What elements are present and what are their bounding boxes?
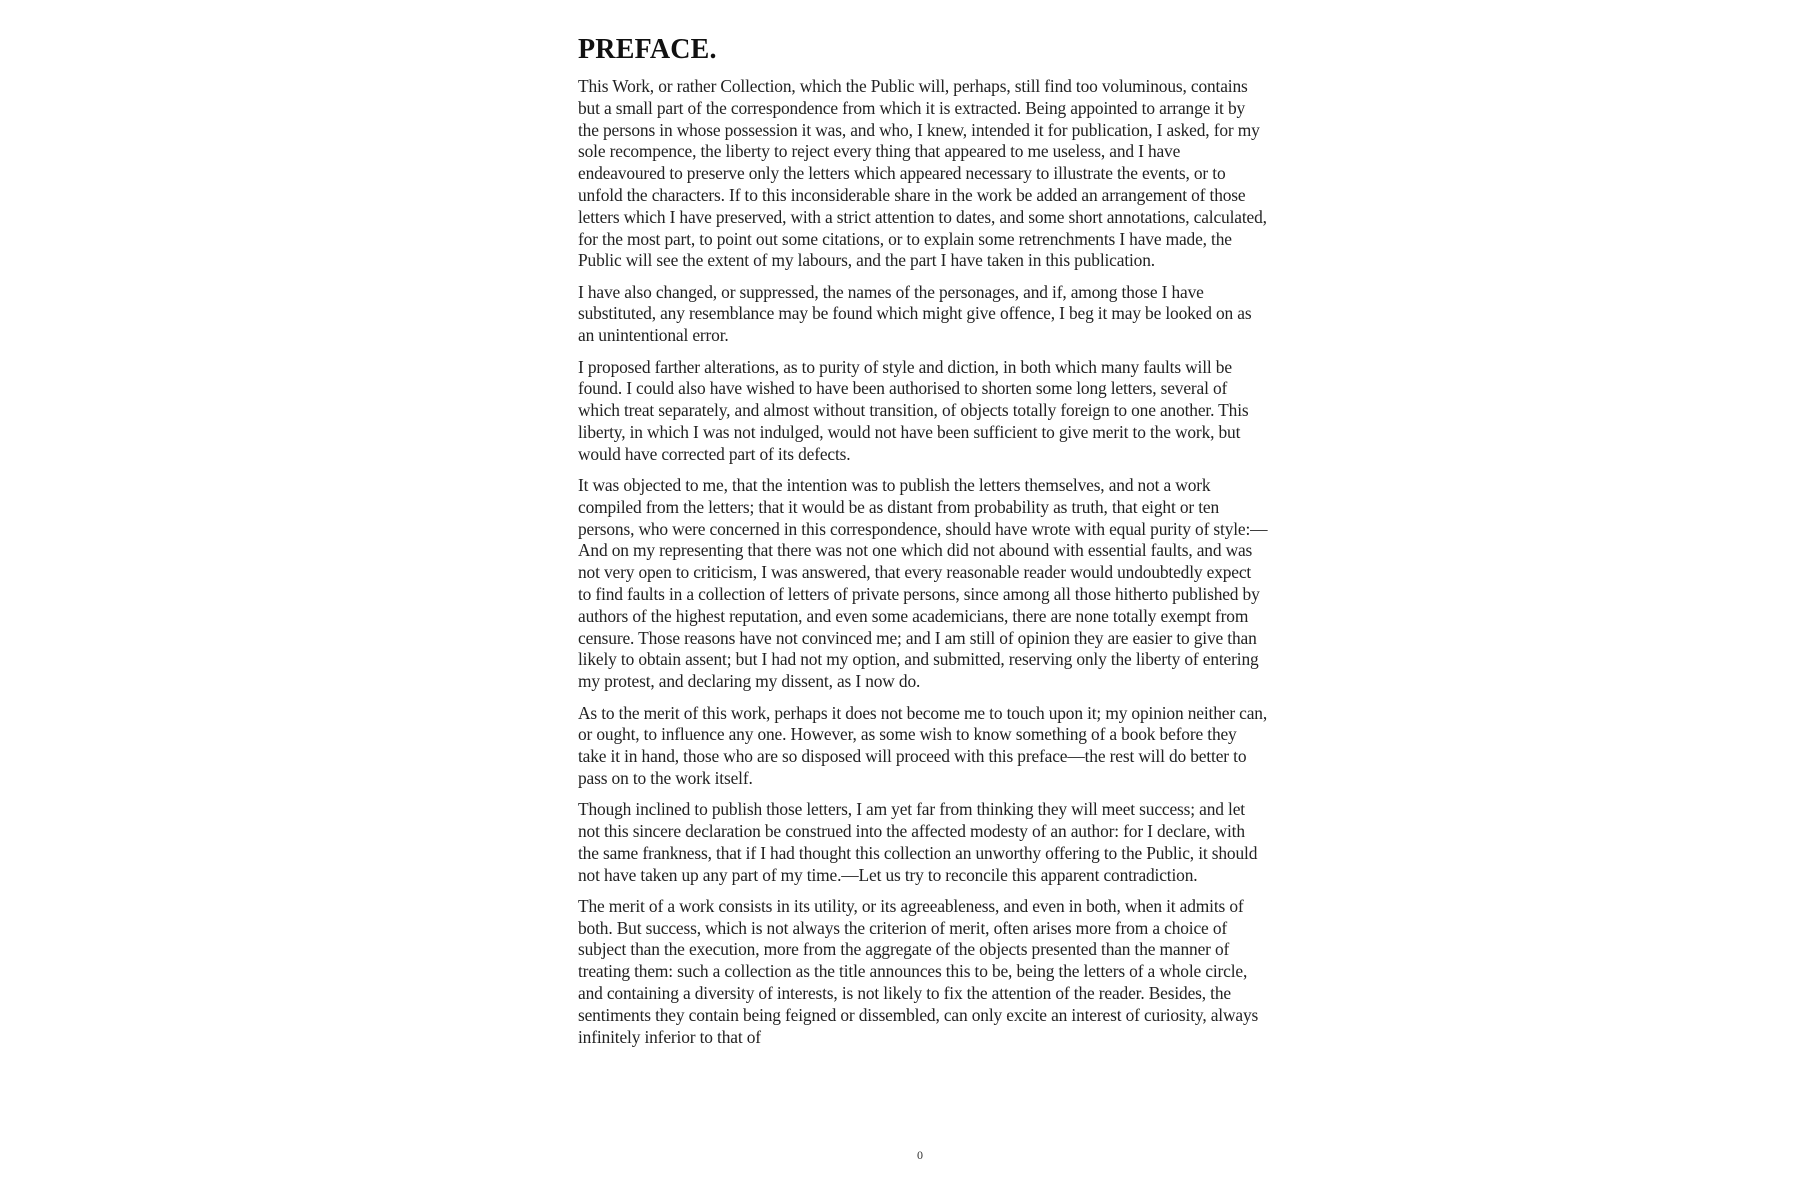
paragraph-4: It was objected to me, that the intention was to publish the letters themselves, and not a work compiled from the letters; that it would be as distant from probability as truth, that eight or ten persons, who were concerned in this correspondence, should have wrote with equal purity of style:—And on my representing that there was not one which did not abound with essential faults, and was not very open to criticism, I was answered, that every reasonable reader would undoubtedly expect to find faults in a collection of letters of private persons, since among all those hitherto published by authors of the highest reputation, and even some academicians, there are none totally exempt from censure. Those reasons have not convinced me; and I am still of opinion they are easier to give than likely to obtain assent; but I had not my option, and submitted, reserving only the liberty of entering my protest, and declaring my dissent, as I now do. bbox=[578, 475, 1268, 692]
page-title: PREFACE. bbox=[578, 34, 717, 65]
paragraph-2: I have also changed, or suppressed, the names of the personages, and if, among those I have substituted, any resemblance may be found which might give offence, I beg it may be looked on as an unintentional error. bbox=[578, 281, 1252, 346]
paragraph-5: As to the merit of this work, perhaps it does not become me to touch upon it; my opinion neither can, or ought, to influence any one. However, as some wish to know something of a book before they take it in hand, those who are so disposed will proceed with this preface—the rest will do better to pass on to the work itself. bbox=[578, 702, 1268, 788]
paragraph-7: The merit of a work consists in its utility, or its agreeableness, and even in both, when it admits of both. But success, which is not always the criterion of merit, often arises more from a choice of subject than the execution, more from the aggregate of the objects presented than the manner of treating them: such a collection as the title announces this to be, being the letters of a whole circle, and containing a diversity of interests, is not likely to fix the attention of the reader. Besides, the sentiments they contain being feigned or dissembled, can only excite an interest of curiosity, always infinitely inferior to that of bbox=[578, 895, 1259, 1047]
document-page bbox=[578, 32, 1268, 1058]
page-number: 0 bbox=[917, 1148, 923, 1162]
paragraph-3: I proposed farther alterations, as to purity of style and diction, in both which many faults will be found. I could also have wished to have been authorised to shorten some long letters, several of which treat separately, and almost without transition, of objects totally foreign to one another. This liberty, in which I was not indulged, would not have been sufficient to give merit to the work, but would have corrected part of its defects. bbox=[578, 356, 1249, 464]
paragraph-1: This Work, or rather Collection, which the Public will, perhaps, still find too voluminous, contains but a small part of the correspondence from which it is extracted. Being appointed to arrange it by the persons in whose possession it was, and who, I knew, intended it for publication, I asked, for my sole recompence, the liberty to reject every thing that appeared to me useless, and I have endeavoured to preserve only the letters which appeared necessary to illustrate the events, or to unfold the characters. If to this inconsiderable share in the work be added an arrangement of those letters which I have preserved, with a strict attention to dates, and some short annotations, calculated, for the most part, to point out some citations, or to explain some retrenchments I have made, the Public will see the extent of my labours, and the part I have taken in this publication. bbox=[578, 76, 1267, 271]
paragraph-6: Though inclined to publish those letters, I am yet far from thinking they will meet success; and let not this sincere declaration be construed into the affected modesty of an author: for I declare, with the same frankness, that if I had thought this collection an unworthy offering to the Public, it should not have taken up any part of my time.—Let us try to reconcile this apparent contradiction. bbox=[578, 799, 1258, 885]
